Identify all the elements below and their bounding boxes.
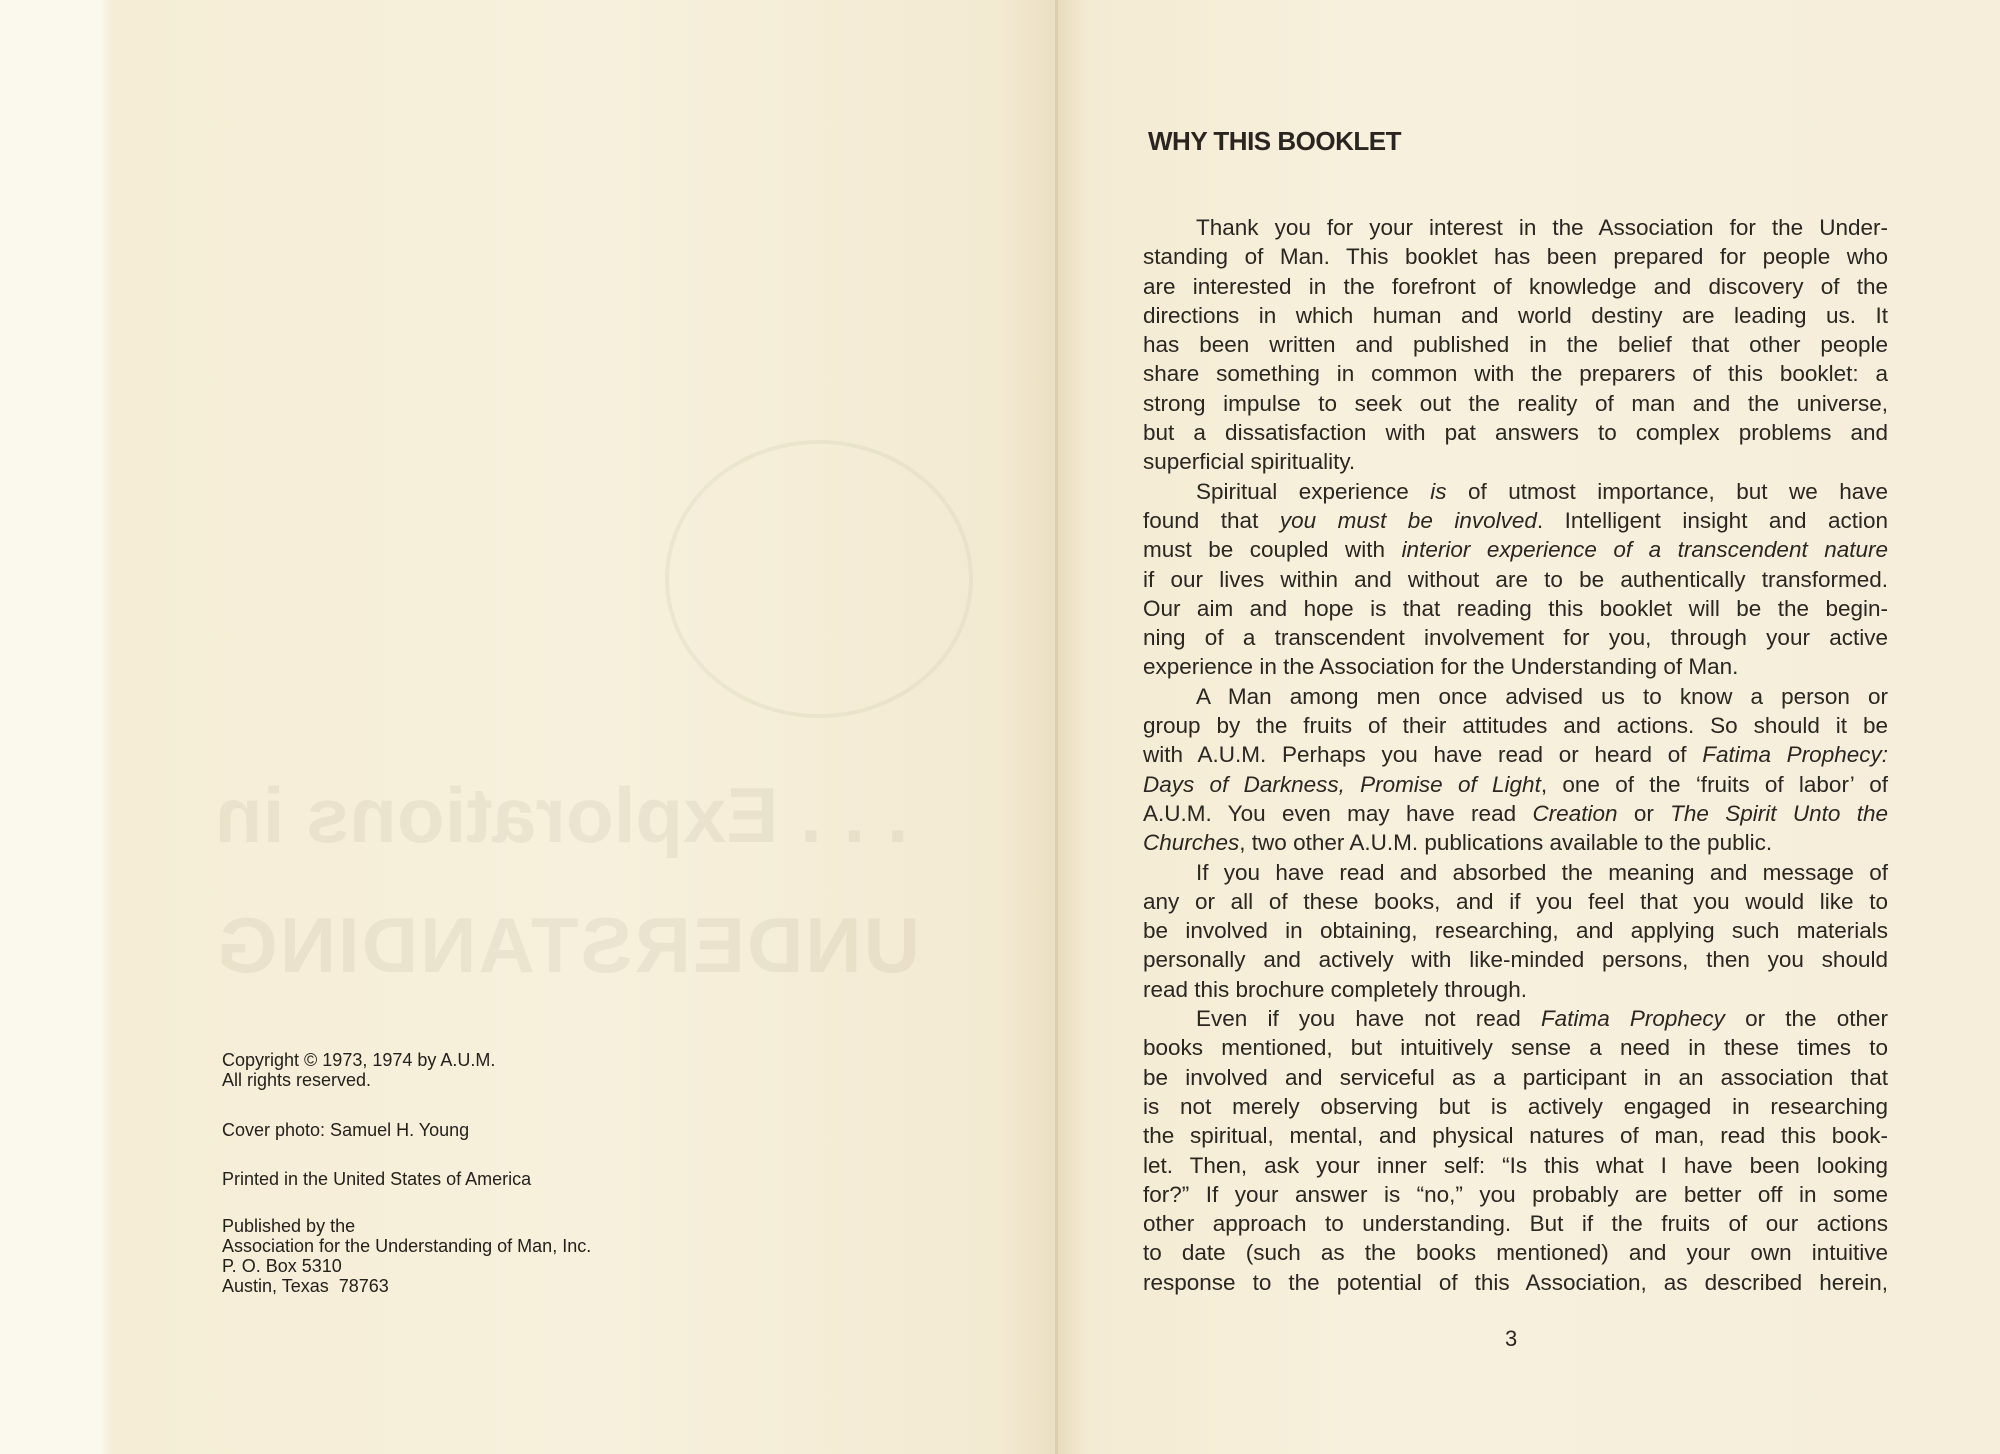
text-segment: has been written and published in the belief that other people bbox=[1143, 332, 1888, 358]
text-line bbox=[1143, 1238, 1888, 1267]
text-line bbox=[1143, 1092, 1888, 1121]
italic-text: Fatima Prophecy bbox=[1540, 1006, 1725, 1032]
text-line bbox=[1143, 828, 1888, 857]
text-line bbox=[1143, 1004, 1888, 1033]
publisher-name: Association for the Understanding of Man, Inc. bbox=[222, 1236, 592, 1256]
text-segment: Our aim and hope is that reading this booklet will be the begin- bbox=[1143, 595, 1888, 621]
text-segment: of utmost importance, but we have bbox=[1446, 478, 1888, 504]
text-segment: standing of Man. This booklet has been prepared for people who bbox=[1143, 244, 1888, 270]
text-line bbox=[1143, 1180, 1888, 1209]
text-segment: be involved in obtaining, researching, and applying such materials bbox=[1143, 918, 1888, 944]
text-segment: must be coupled with bbox=[1143, 537, 1402, 563]
text-segment: other approach to understanding. But if the fruits of our actions bbox=[1143, 1211, 1888, 1237]
italic-text: Creation bbox=[1532, 800, 1618, 826]
text-segment: personally and actively with like-minded persons, then you should bbox=[1143, 947, 1888, 973]
text-segment: , two other A.U.M. publications available to the public. bbox=[1239, 830, 1773, 856]
text-segment: share something in common with the preparers of this booklet: a bbox=[1143, 361, 1888, 387]
text-line bbox=[1143, 272, 1888, 301]
italic-text: Churches bbox=[1143, 830, 1240, 856]
text-line bbox=[1143, 418, 1888, 447]
text-line bbox=[1143, 535, 1888, 564]
text-segment: but a dissatisfaction with pat answers to complex problems and bbox=[1143, 420, 1888, 446]
text-segment: be involved and serviceful as a participant in an association that bbox=[1143, 1064, 1888, 1090]
text-segment: with A.U.M. Perhaps you have read or heard of bbox=[1143, 742, 1703, 768]
text-segment: If you have read and absorbed the meaning and message of bbox=[1196, 859, 1888, 885]
text-line bbox=[1143, 1151, 1888, 1180]
text-segment: Even if you have not read bbox=[1196, 1006, 1541, 1032]
text-line bbox=[1143, 887, 1888, 916]
text-segment: are interested in the forefront of knowledge and discovery of the bbox=[1143, 273, 1888, 299]
page-title: WHY THIS BOOKLET bbox=[1148, 126, 1401, 156]
text-line bbox=[1143, 1268, 1888, 1297]
text-segment: superficial spirituality. bbox=[1143, 449, 1356, 475]
text-line bbox=[1143, 330, 1888, 359]
showthrough-emblem bbox=[665, 440, 973, 718]
text-segment: if our lives within and without are to be authentically transformed. bbox=[1143, 566, 1888, 592]
text-segment: response to the potential of this Association, as described herein, bbox=[1143, 1269, 1888, 1295]
copyright-line: Copyright © 1973, 1974 by A.U.M. bbox=[222, 1050, 496, 1070]
text-line bbox=[1143, 594, 1888, 623]
italic-text: you must be involved bbox=[1279, 507, 1537, 533]
text-segment: , one of the ‘fruits of labor’ of bbox=[1540, 771, 1888, 797]
text-line bbox=[1143, 975, 1888, 1004]
text-segment: found that bbox=[1143, 507, 1280, 533]
italic-text: is bbox=[1430, 478, 1447, 504]
text-segment: A.U.M. You even may have read bbox=[1143, 800, 1533, 826]
publisher-line: Published by the bbox=[222, 1216, 356, 1236]
text-line bbox=[1143, 799, 1888, 828]
text-line bbox=[1143, 477, 1888, 506]
text-line bbox=[1143, 1121, 1888, 1150]
italic-text: The Spirit Unto the bbox=[1670, 800, 1888, 826]
text-segment: directions in which human and world destiny are leading us. It bbox=[1143, 302, 1888, 328]
publisher-city: Austin, Texas 78763 bbox=[222, 1276, 389, 1296]
text-line bbox=[1143, 242, 1888, 271]
text-line bbox=[1143, 1063, 1888, 1092]
text-segment: ning of a transcendent involvement for you, through your active bbox=[1143, 625, 1888, 651]
text-segment: strong impulse to seek out the reality of man and the universe, bbox=[1143, 390, 1888, 416]
text-segment: any or all of these books, and if you feel that you would like to bbox=[1143, 888, 1888, 914]
printed-in: Printed in the United States of America bbox=[222, 1169, 532, 1189]
text-line bbox=[1143, 916, 1888, 945]
text-segment: for?” If your answer is “no,” you probably are better off in some bbox=[1143, 1181, 1888, 1207]
text-line bbox=[1143, 682, 1888, 711]
text-segment: Spiritual experience bbox=[1196, 478, 1431, 504]
italic-text: Fatima Prophecy: bbox=[1702, 742, 1888, 768]
text-line bbox=[1143, 301, 1888, 330]
text-line bbox=[1143, 359, 1888, 388]
italic-text: interior experience of a transcendent nature bbox=[1401, 537, 1888, 563]
text-line bbox=[1143, 858, 1888, 887]
text-line bbox=[1143, 770, 1888, 799]
text-line bbox=[1143, 945, 1888, 974]
text-line bbox=[1143, 1209, 1888, 1238]
text-line bbox=[1143, 623, 1888, 652]
text-segment: to date (such as the books mentioned) and your own intuitive bbox=[1143, 1240, 1888, 1266]
text-segment: A Man among men once advised us to know a person or bbox=[1196, 683, 1888, 709]
text-segment: books mentioned, but intuitively sense a need in these times to bbox=[1143, 1035, 1888, 1061]
text-segment: or the other bbox=[1724, 1006, 1889, 1032]
italic-text: Days of Darkness, Promise of Light bbox=[1143, 771, 1541, 797]
text-segment: group by the fruits of their attitudes and actions. So should it be bbox=[1143, 713, 1888, 739]
text-segment: experience in the Association for the Understanding of Man. bbox=[1143, 654, 1739, 680]
text-line bbox=[1143, 740, 1888, 769]
text-segment: . Intelligent insight and action bbox=[1536, 507, 1888, 533]
text-line bbox=[1143, 213, 1888, 242]
text-line bbox=[1143, 506, 1888, 535]
text-segment: is not merely observing but is actively engaged in researching bbox=[1143, 1093, 1888, 1119]
publisher-po-box: P. O. Box 5310 bbox=[222, 1256, 342, 1276]
text-line bbox=[1143, 565, 1888, 594]
showthrough-text: UNDERSTANDING bbox=[215, 901, 920, 989]
text-segment: the spiritual, mental, and physical natures of man, read this book- bbox=[1143, 1123, 1888, 1149]
text-line bbox=[1143, 389, 1888, 418]
text-segment: or bbox=[1617, 800, 1671, 826]
text-line bbox=[1143, 652, 1888, 681]
body-text bbox=[1143, 213, 1888, 1297]
page-number: 3 bbox=[1505, 1326, 1518, 1351]
text-line bbox=[1143, 711, 1888, 740]
text-line bbox=[1143, 447, 1888, 476]
cover-photo-credit: Cover photo: Samuel H. Young bbox=[222, 1120, 470, 1140]
text-line bbox=[1143, 1033, 1888, 1062]
text-segment: Thank you for your interest in the Association for the Under- bbox=[1196, 215, 1888, 240]
text-segment: read this brochure completely through. bbox=[1143, 976, 1527, 1002]
text-segment: let. Then, ask your inner self: “Is this what I have been looking bbox=[1143, 1152, 1888, 1178]
showthrough-text: . . . Explorations in bbox=[215, 771, 909, 859]
rights-line: All rights reserved. bbox=[222, 1070, 372, 1090]
